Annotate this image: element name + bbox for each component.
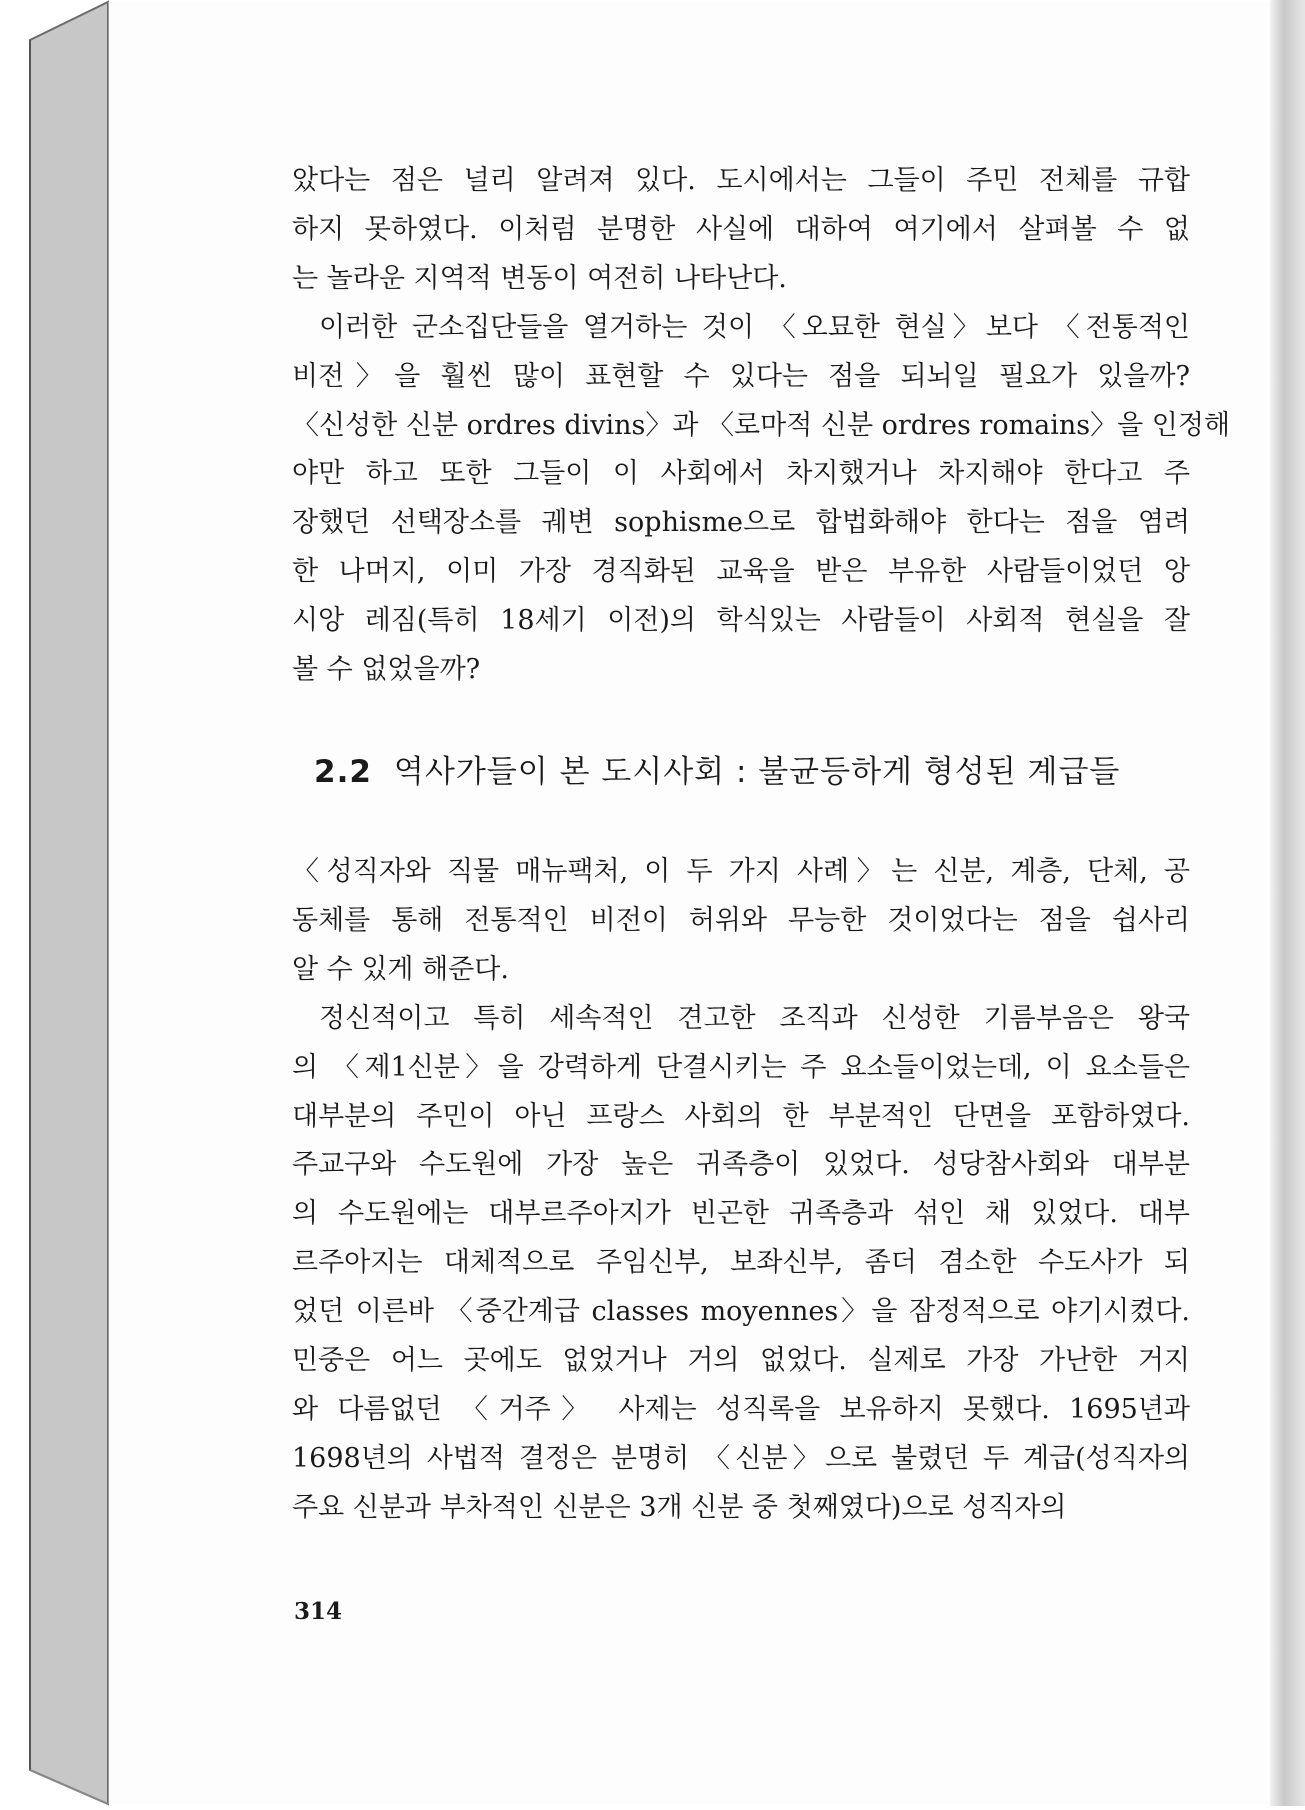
text-line: 의 수도원에는 대부르주아지가 빈곤한 귀족층과 섞인 채 있었다. 대부 (292, 1198, 1190, 1230)
text-line: 주요 신분과 부차적인 신분은 3개 신분 중 첫째였다)으로 성직자의 (292, 1491, 1067, 1523)
text-line: 이러한 군소집단들을 열거하는 것이 〈오묘한 현실〉보다 〈전통적인 (319, 311, 1190, 343)
text-line: 1698년의 사법적 결정은 분명히 〈신분〉으로 불렸던 두 계급(성직자의 (292, 1442, 1190, 1474)
body-text-top (292, 157, 1231, 695)
section-heading (314, 746, 1120, 791)
text-line: 하지 못하였다. 이처럼 분명한 사실에 대하여 여기에서 살펴볼 수 없 (292, 213, 1190, 245)
section-number: 2.2 (314, 754, 372, 790)
section-title: 역사가들이 본 도시사회 : 불균등하게 형성된 계급들 (393, 754, 1121, 790)
text-line: 알 수 있게 해준다. (292, 953, 509, 985)
text-line: 시앙 레짐(특히 18세기 이전)의 학식있는 사람들이 사회적 현실을 잘 (292, 605, 1190, 637)
body-text-bottom (292, 848, 1190, 1533)
text-line: 주교구와 수도원에 가장 높은 귀족층이 있었다. 성당참사회와 대부분 (292, 1149, 1190, 1181)
text-line: 야만 하고 또한 그들이 이 사회에서 차지했거나 차지해야 한다고 주 (292, 458, 1190, 490)
text-line: 와 다름없던 〈거주〉 사제는 성직록을 보유하지 못했다. 1695년과 (292, 1393, 1190, 1425)
text-line: 의 〈제1신분〉을 강력하게 단결시키는 주 요소들이었는데, 이 요소들은 (292, 1051, 1190, 1083)
text-line: 장했던 선택장소를 궤변 sophisme으로 합법화해야 한다는 점을 염려 (292, 507, 1190, 539)
text-line: 는 놀라운 지역적 변동이 여전히 나타난다. (292, 262, 787, 294)
page-number: 314 (294, 1598, 343, 1625)
page-edge-shadow (1270, 0, 1305, 1806)
text-line: 동체를 통해 전통적인 비전이 허위와 무능한 것이었다는 점을 쉽사리 (292, 904, 1190, 936)
text-line: 〈신성한 신분 ordres divins〉과 〈로마적 신분 ordres romains〉을 인정해 (292, 409, 1231, 441)
text-line: 르주아지는 대체적으로 주임신부, 보좌신부, 좀더 겸소한 수도사가 되 (292, 1247, 1190, 1279)
text-line: 한 나머지, 이미 가장 경직화된 교육을 받은 부유한 사람들이었던 앙 (292, 556, 1190, 588)
text-line: 았다는 점은 널리 알려져 있다. 도시에서는 그들이 주민 전체를 규합 (292, 165, 1190, 196)
text-line: 비전〉을 훨씬 많이 표현할 수 있다는 점을 되뇌일 필요가 있을까? (292, 360, 1190, 392)
text-line: 정신적이고 특히 세속적인 견고한 조직과 신성한 기름부음은 왕국 (319, 1002, 1190, 1034)
text-line: 었던 이른바 〈중간계급 classes moyennes〉을 잠정적으로 야기시켰다. (292, 1296, 1190, 1328)
text-line: 대부분의 주민이 아닌 프랑스 사회의 한 부분적인 단면을 포함하였다. (292, 1100, 1190, 1132)
text-line: 볼 수 없었을까? (292, 654, 481, 686)
text-line: 〈성직자와 직물 매뉴팩처, 이 두 가지 사례〉는 신분, 계층, 단체, 공 (292, 856, 1190, 887)
text-line: 민중은 어느 곳에도 없었거나 거의 없었다. 실제로 가장 가난한 거지 (292, 1345, 1190, 1377)
